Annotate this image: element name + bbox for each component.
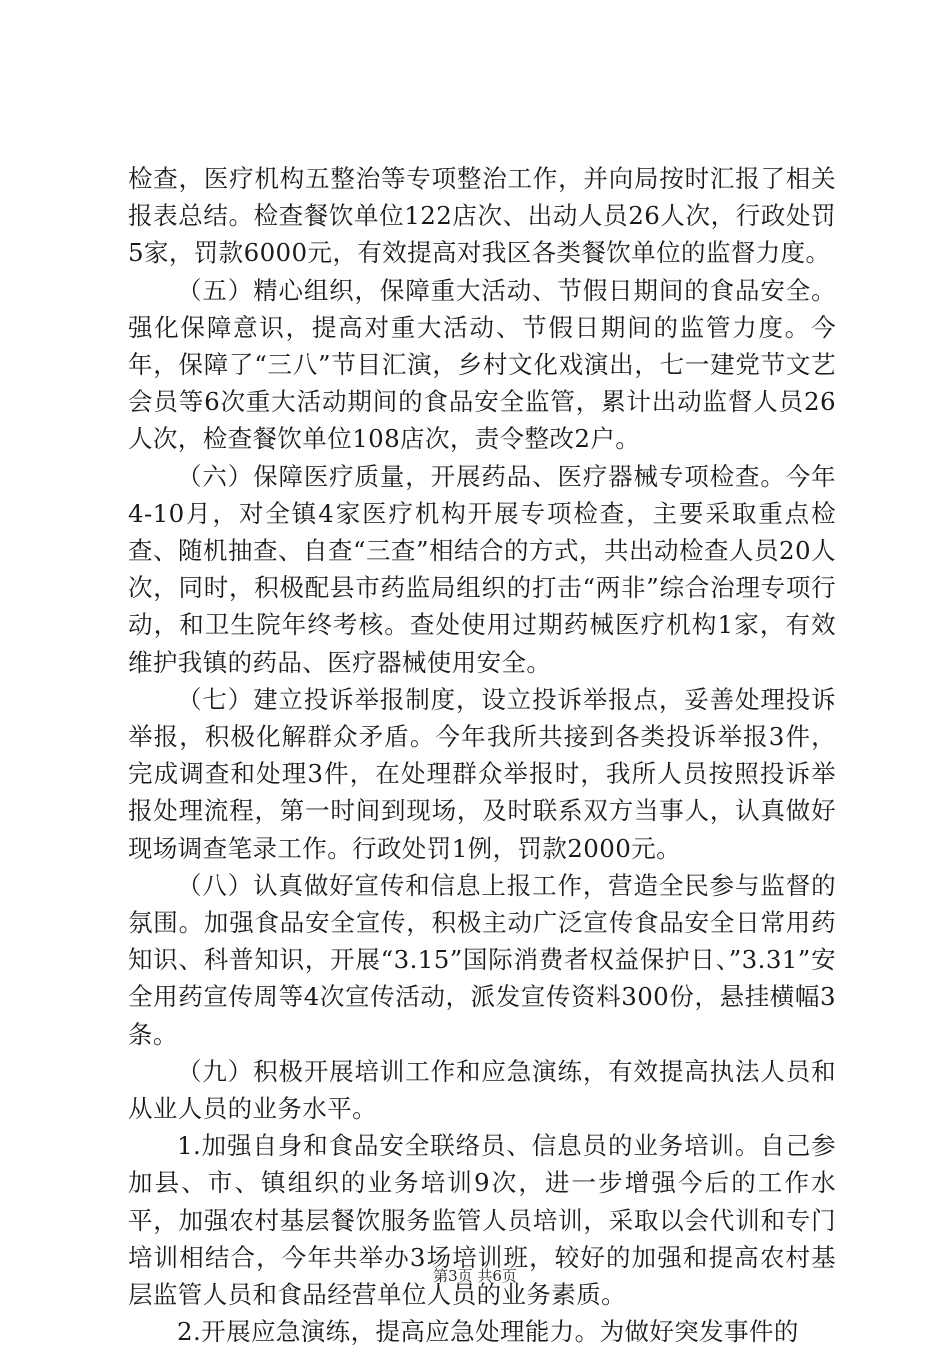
paragraph-item-1: 1.加强自身和食品安全联络员、信息员的业务培训。自己参加县、市、镇组织的业务培训9次，进一步增强今后的工作水平，加强农村基层餐饮服务监管人员培训，采取以会代训和专门培训相结合，今年共举办3场培训班，较好的加强和提高农村基层监管人员和食品经营单位人员的业务素质。 [128, 1131, 836, 1310]
document-body [128, 160, 836, 1351]
page-footer [0, 1266, 950, 1286]
paragraph-item-2: 2.开展应急演练，提高应急处理能力。为做好突发事件的 [177, 1317, 799, 1347]
paragraph-section-8: （八）认真做好宣传和信息上报工作，营造全民参与监督的氛围。加强食品安全宣传，积极主动广泛宣传食品安全日常用药知识、科普知识，开展“3.15”国际消费者权益保护日、”3.31”安全用药宣传周等4次宣传活动，派发宣传资料300份，悬挂横幅3条。 [128, 870, 836, 1049]
paragraph-section-7: （七）建立投诉举报制度，设立投诉举报点，妥善处理投诉举报，积极化解群众矛盾。今年我所共接到各类投诉举报3件，完成调查和处理3件，在处理群众举报时，我所人员按照投诉举报处理流程，第一时间到现场，及时联系双方当事人，认真做好现场调查笔录工作。行政处罚1例，罚款2000元。 [128, 684, 836, 863]
page-number-label: 第3页 共6页 [433, 1267, 517, 1285]
paragraph-1: 检查，医疗机构五整治等专项整治工作，并向局按时汇报了相关报表总结。检查餐饮单位122店次、出动人员26人次，行政处罚5家，罚款6000元，有效提高对我区各类餐饮单位的监督力度。 [128, 164, 836, 268]
paragraph-section-5: （五）精心组织，保障重大活动、节假日期间的食品安全。强化保障意识，提高对重大活动、节假日期间的监管力度。今年，保障了“三八”节目汇演，乡村文化戏演出，七一建党节文艺会员等6次重大活动期间的食品安全监管，累计出动监督人员26人次，检查餐饮单位108店次，责令整改2户。 [128, 275, 836, 454]
paragraph-section-6: （六）保障医疗质量，开展药品、医疗器械专项检查。今年4-10月，对全镇4家医疗机构开展专项检查，主要采取重点检查、随机抽查、自查“三查”相结合的方式，共出动检查人员20人次，同时，积极配县市药监局组织的打击“两非”综合治理专项行动，和卫生院年终考核。查处使用过期药械医疗机构1家，有效维护我镇的药品、医疗器械使用安全。 [128, 461, 836, 677]
paragraph-section-9: （九）积极开展培训工作和应急演练，有效提高执法人员和从业人员的业务水平。 [128, 1056, 836, 1124]
